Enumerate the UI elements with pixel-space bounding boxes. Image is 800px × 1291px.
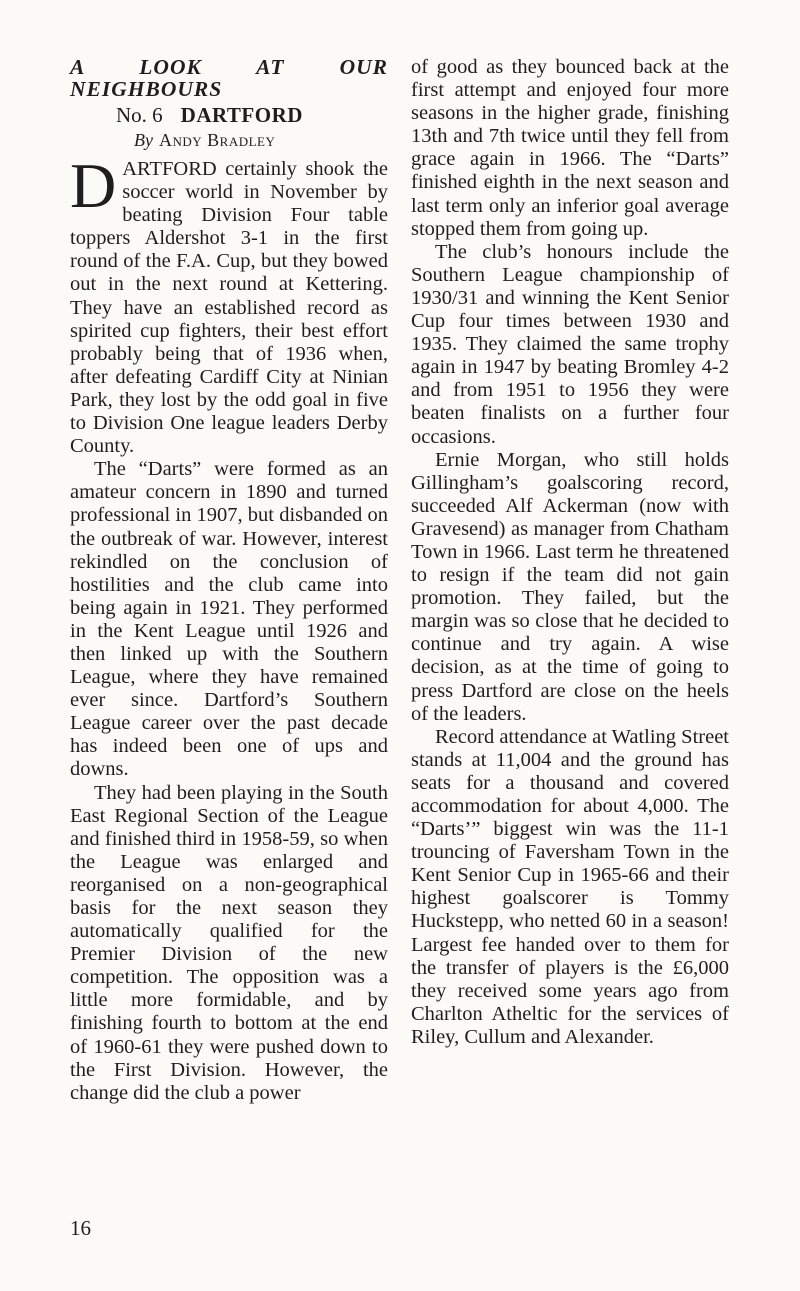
club-name: DARTFORD (180, 103, 303, 127)
byline (70, 128, 388, 152)
series-number: No. 6 (116, 103, 163, 127)
drop-cap: D (70, 150, 117, 221)
article-title (70, 102, 388, 128)
page-number: 16 (70, 1216, 91, 1240)
paragraph-honours: The club’s honours include the Southern League championship of 1930/31 and winning the Kent Senior Cup four times between 1930 and 1935. They claimed the same trophy again in 1947 by beating Bromley 4-2 and from 1951 to 1956 they were beaten finalists on a further four occasions. (411, 240, 729, 448)
paragraph-history: The “Darts” were formed as an amateur concern in 1890 and turned professional in 1907, but disbanded on the outbreak of war. However, interest rekindled on the conclusion of hostilities and the club came into being again in 1921. They performed in the Kent League until 1926 and then linked up with the Southern League, where they have remained ever since. Dartford’s Southern League career over the past decade has indeed been one of ups and downs. (70, 458, 388, 781)
author-name: Andy Bradley (158, 130, 276, 150)
intro-text: certainly shook the soccer world in November by beating Division Four table toppers Aldershot 3-1 in the first round of the F.A. Cup, but they bowed out in the next round at Kettering. They have an established record as spirited cup fighters, their best effort probably being that of 1936 when, after defeating Cardiff City at Ninian Park, they lost by the odd goal in five to Division One league leaders Derby County. (70, 158, 388, 458)
paragraph-league-continued: of good as they bounced back at the first attempt and enjoyed four more seasons in the higher grade, finishing 13th and 7th twice until they fell from grace again in 1966. The “Darts” finished eighth in the next season and last term only an inferior goal average stopped them from going up. (411, 56, 729, 240)
left-column (70, 56, 388, 1105)
paragraph-records: Record attendance at Watling Street stands at 11,004 and the ground has seats for a thousand and covered accommodation for about 4,000. The “Darts’” biggest win was the 11-1 trouncing of Faversham Town in the Kent Senior Cup in 1965-66 and their highest goalscorer is Tommy Huckstepp, who netted 60 in a season! Largest fee handed over to them for the transfer of players is the £6,000 they received some years ago from Charlton Atheltic for the services of Riley, Cullum and Alexander. (411, 725, 729, 1048)
series-kicker: A LOOK AT OUR NEIGHBOURS (70, 55, 388, 101)
paragraph-manager: Ernie Morgan, who still holds Gillingham’s goalscoring record, succeeded Alf Ackerman (now with Gravesend) as manager from Chatham Town in 1966. Last term he threatened to resign if the team did not gain promotion. They failed, but the margin was so close that he decided to continue and try again. A wise decision, as at the time of going to press Dartford are close on the heels of the leaders. (411, 448, 729, 725)
byline-by: By (134, 130, 153, 150)
paragraph-intro (70, 150, 388, 458)
paragraph-league: They had been playing in the South East Regional Section of the League and finished third in 1958-59, so when the League was enlarged and reorganised on a non-geographical basis for the next season they automatically qualified for the Premier Division of the new competition. The opposition was a little more formidable, and by finishing fourth to bottom at the end of 1960-61 they were pushed down to the First Division. However, the change did the club a power (70, 781, 388, 1104)
first-word-rest: ARTFORD (122, 158, 217, 180)
right-column (411, 56, 729, 1049)
